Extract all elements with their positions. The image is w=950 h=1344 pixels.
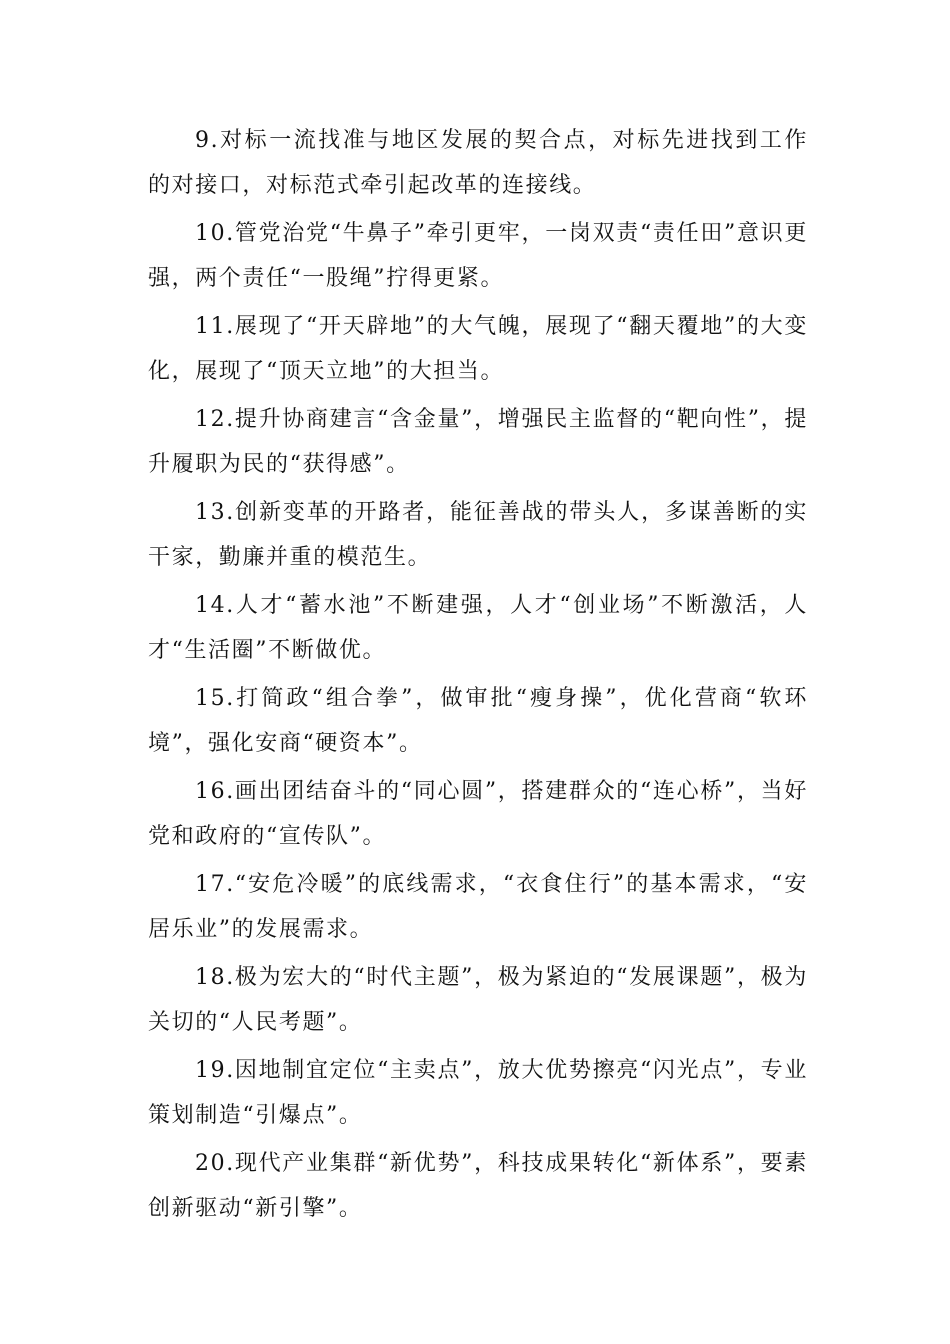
paragraph-19: 19.因地制宜定位“主卖点”，放大优势擦亮“闪光点”，专业策划制造“引爆点”。	[148, 1058, 808, 1128]
paragraph-15: 15.打简政“组合拳”，做审批“瘦身操”，优化营商“软环境”，强化安商“硬资本”。	[148, 686, 808, 756]
document-body	[148, 118, 808, 1234]
paragraph-11: 11.展现了“开天辟地”的大气魄，展现了“翻天覆地”的大变化，展现了“顶天立地”的大担当。	[148, 314, 808, 384]
paragraph-12: 12.提升协商建言“含金量”，增强民主监督的“靶向性”，提升履职为民的“获得感”。	[148, 407, 808, 477]
paragraph-13: 13.创新变革的开路者，能征善战的带头人，多谋善断的实干家，勤廉并重的模范生。	[148, 500, 808, 570]
paragraph-9: 9.对标一流找准与地区发展的契合点，对标先进找到工作的对接口，对标范式牵引起改革的连接线。	[148, 128, 808, 198]
paragraph-20: 20.现代产业集群“新优势”，科技成果转化“新体系”，要素创新驱动“新引擎”。	[148, 1151, 808, 1221]
paragraph-16: 16.画出团结奋斗的“同心圆”，搭建群众的“连心桥”，当好党和政府的“宣传队”。	[148, 779, 808, 849]
paragraph-18: 18.极为宏大的“时代主题”，极为紧迫的“发展课题”，极为关切的“人民考题”。	[148, 965, 808, 1035]
paragraph-17: 17.“安危冷暖”的底线需求，“衣食住行”的基本需求，“安居乐业”的发展需求。	[148, 872, 808, 942]
paragraph-10: 10.管党治党“牛鼻子”牵引更牢，一岗双责“责任田”意识更强，两个责任“一股绳”拧得更紧。	[148, 221, 808, 291]
paragraph-14: 14.人才“蓄水池”不断建强，人才“创业场”不断激活，人才“生活圈”不断做优。	[148, 593, 808, 663]
